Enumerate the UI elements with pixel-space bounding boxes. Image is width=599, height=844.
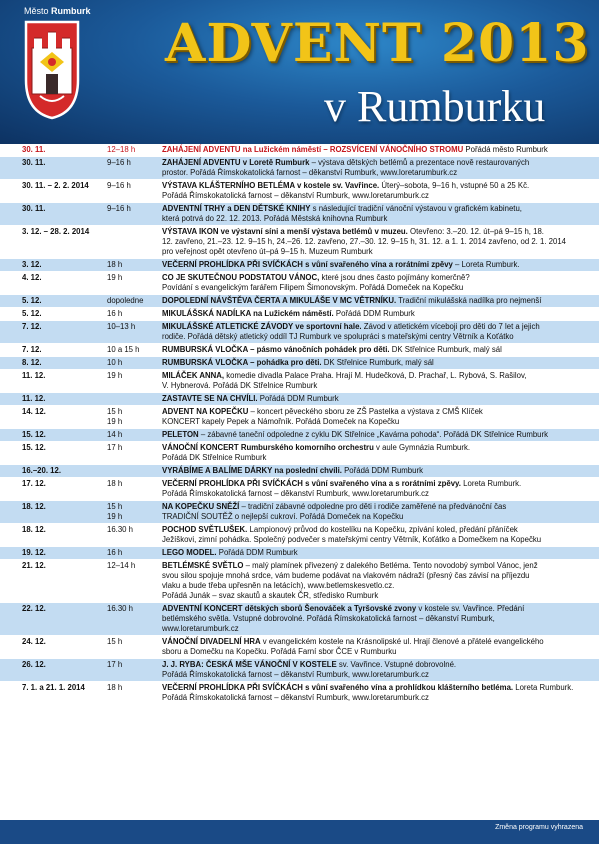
event-description <box>162 180 594 202</box>
event-detail-line: Závod v atletickém víceboji pro děti do 7 let a jejich <box>363 322 540 331</box>
event-time <box>107 226 162 258</box>
event-row <box>0 465 599 478</box>
event-title: J. J. RYBA: ČESKÁ MŠE VÁNOČNÍ V KOSTELE <box>162 660 337 669</box>
event-date: 3. 12. <box>22 260 42 269</box>
event-row <box>0 157 599 180</box>
event-time: 9–16 h <box>107 158 131 167</box>
event-detail-line: 12. zavřeno, 21.–23. 12. 9–15 h, 24.–26. 12. zavřeno, 27.–30. 12. 9–15 h, 31. 12. a 1. 1. 2014 zavřeno, od 2. 1. 2014 <box>162 237 567 246</box>
event-detail-line: Loreta Rumburk. <box>463 479 522 488</box>
event-description <box>162 442 594 464</box>
event-time: 12–14 h <box>107 561 136 570</box>
event-detail-line: Pořádá DDM Rumburk <box>259 394 339 403</box>
event-detail-line: TRADIČNÍ SOUTĚŽ o nejlepší cukroví. Pořádá Domeček na Kopečku <box>162 512 404 521</box>
event-row <box>0 406 599 429</box>
event-title: VEČERNÍ PROHLÍDKA PŘI SVÍČKÁCH s vůní svařeného vína a s rorátními zpěvy. <box>162 479 461 488</box>
event-row <box>0 295 599 308</box>
event-detail-line: – koncert pěveckého sboru ze ZŠ Pastelka a výstava z CMŠ Klíček <box>250 407 483 416</box>
event-date: 17. 12. <box>22 479 46 488</box>
event-title: CO JE SKUTEČNOU PODSTATOU VÁNOC, <box>162 273 320 282</box>
event-date: 11. 12. <box>22 371 46 380</box>
event-detail-line: Pořádá Římskokatolická farnost – děkanství Rumburk, www.loretarumburk.cz <box>162 489 429 498</box>
event-detail-line: Lampionový průvod do kostelíku na Kopečku, zpívání koled, předání přáníček <box>249 525 518 534</box>
event-title: VYRÁBÍME A BALÍME DÁRKY na poslední chvíli. <box>162 466 342 475</box>
event-description <box>162 344 594 356</box>
event-description <box>162 259 594 271</box>
event-description <box>162 501 594 523</box>
event-title: NA KOPEČKU SNĚŽÍ <box>162 502 240 511</box>
event-date: 14. 12. <box>22 407 46 416</box>
page-subtitle: v Rumburku <box>324 82 546 131</box>
event-detail-line: – výstava dětských betlémů a prezentace nově restaurovaných <box>311 158 530 167</box>
event-title: ADVENT NA KOPEČKU <box>162 407 249 416</box>
event-detail-line: která potrvá do 22. 12. 2013. Pořádá Městská knihovna Rumburk <box>162 214 388 223</box>
event-date: 24. 12. <box>22 637 46 646</box>
event-title: ADVENTNÍ TRHY a DEN DĚTSKÉ KNIHY <box>162 204 311 213</box>
event-time: 16.30 h <box>107 604 134 613</box>
event-time: 18 h <box>107 260 123 269</box>
event-row <box>0 659 599 682</box>
event-date: 15. 12. <box>22 430 46 439</box>
event-time: 10 h <box>107 358 123 367</box>
event-detail-line: v evangelickém kostele na Krásnolipské ul. Hrají členové a přátelé evangelického <box>262 637 544 646</box>
event-description <box>162 547 594 559</box>
event-title: VÁNOČNÍ KONCERT Rumburského komorního orchestru <box>162 443 374 452</box>
event-title: ZASTAVTE SE NA CHVÍLI. <box>162 394 258 403</box>
event-date: 15. 12. <box>22 443 46 452</box>
event-description <box>162 636 594 658</box>
event-date: 4. 12. <box>22 273 42 282</box>
event-title: BETLÉMSKÉ SVĚTLO <box>162 561 244 570</box>
event-detail-line: DK Střelnice Rumburk, malý sál <box>391 345 502 354</box>
event-description <box>162 603 594 635</box>
event-detail-line: sboru a Domečku na Kopečku. Pořádá Farní sbor ČCE v Rumburku <box>162 647 397 656</box>
event-row <box>0 393 599 406</box>
event-date: 7. 1. a 21. 1. 2014 <box>22 683 85 692</box>
event-time: 16.30 h <box>107 525 134 534</box>
event-detail-line: vlaku a bude třeba upřesněn na letácích), www.betlemskesvetlo.cz. <box>162 581 395 590</box>
event-title: PELETON <box>162 430 199 439</box>
event-detail-line: Pořádá Junák – svaz skautů a skautek ČR, středisko Rumburk <box>162 591 379 600</box>
event-time <box>107 393 162 405</box>
event-detail-line: sv. Vavřince. Vstupné dobrovolné. <box>338 660 457 669</box>
event-row <box>0 560 599 603</box>
event-detail-line: Pořádá DDM Rumburk <box>218 548 298 557</box>
event-date: 30. 11. <box>22 204 46 213</box>
event-time <box>107 465 162 477</box>
event-detail-line: KONCERT kapely Pepek a Námořník. Pořádá Domeček na Kopečku <box>162 417 400 426</box>
event-detail-line: rodiče. Pořádá dětský atletický oddíl TJ Rumburk ve spolupráci s mateřskými centry Větrník a Koťátko <box>162 332 514 341</box>
event-detail-line: komedie divadla Palace Praha. Hrají M. Hudečková, D. Prachař, L. Rybová, S. Rašilov, <box>226 371 527 380</box>
event-row <box>0 203 599 226</box>
event-time: 14 h <box>107 430 123 439</box>
event-date: 30. 11. – 2. 2. 2014 <box>22 181 89 190</box>
event-description <box>162 295 594 307</box>
event-detail-line: – Loreta Rumburk. <box>455 260 520 269</box>
event-time: 17 h <box>107 660 123 669</box>
event-row <box>0 144 599 157</box>
event-title: MIKULÁŠSKÁ NADÍLKA na Lužickém náměstí. <box>162 309 334 318</box>
event-detail-line: Pořádá město Rumburk <box>465 145 548 154</box>
event-title: VÝSTAVA IKON ve výstavní síni a menší výstava betlémů v muzeu. <box>162 227 408 236</box>
event-time: 15 h 19 h <box>107 407 123 426</box>
event-row <box>0 344 599 357</box>
footer-bar <box>0 820 599 844</box>
event-time: 15 h <box>107 637 123 646</box>
event-list <box>0 144 599 820</box>
event-time: 12–18 h <box>107 145 136 154</box>
event-row <box>0 501 599 524</box>
event-row <box>0 636 599 659</box>
event-row <box>0 478 599 501</box>
event-date: 30. 11. <box>22 158 46 167</box>
event-title: VEČERNÍ PROHLÍDKA PŘI SVÍČKÁCH s vůní svařeného vína a prohlídkou klášterního betléma. <box>162 683 514 692</box>
event-description <box>162 560 594 602</box>
event-time: 9–16 h <box>107 204 131 213</box>
event-description <box>162 272 594 294</box>
event-detail-line: – zábavné taneční odpoledne z cyklu DK Střelnice „Kavárna pohoda“. Pořádá DK Střelnice Rumburk <box>200 430 549 439</box>
event-row <box>0 429 599 442</box>
event-row <box>0 682 599 705</box>
town-label <box>24 6 94 16</box>
event-description <box>162 393 594 405</box>
event-time: 10–13 h <box>107 322 136 331</box>
event-title: ADVENTNÍ KONCERT dětských sborů Šenováček a Tyršovské zvony <box>162 604 417 613</box>
event-date: 7. 12. <box>22 322 42 331</box>
event-date: 26. 12. <box>22 660 46 669</box>
event-description <box>162 429 594 441</box>
event-date: 5. 12. <box>22 296 42 305</box>
event-date: 30. 11. <box>22 145 46 154</box>
event-detail-line: Povídání s evangelickým farářem Filipem Šimonovským. Pořádá Domeček na Kopečku <box>162 283 464 292</box>
event-row <box>0 226 599 259</box>
event-title: MIKULÁŠSKÉ ATLETICKÉ ZÁVODY ve sportovní hale. <box>162 322 362 331</box>
event-date: 11. 12. <box>22 394 46 403</box>
event-title: VÝSTAVA KLÁŠTERNÍHO BETLÉMA v kostele sv. Vavřince. <box>162 181 380 190</box>
event-date: 18. 12. <box>22 502 46 511</box>
event-time: 19 h <box>107 273 123 282</box>
event-detail-line: Pořádá Římskokatolická farnost – děkanství Rumburk, www.loretarumburk.cz <box>162 191 429 200</box>
town-crest-block <box>24 6 91 130</box>
event-time: 18 h <box>107 683 123 692</box>
event-description <box>162 226 594 258</box>
event-row <box>0 547 599 560</box>
event-detail-line: v aule Gymnázia Rumburk. <box>376 443 471 452</box>
event-time: 10 a 15 h <box>107 345 140 354</box>
event-time: 18 h <box>107 479 123 488</box>
coat-of-arms-icon <box>24 20 80 120</box>
event-date: 16.–20. 12. <box>22 466 62 475</box>
event-detail-line: Pořádá DDM Rumburk <box>344 466 423 475</box>
event-detail-line: Úterý–sobota, 9–16 h, vstupné 50 a 25 Kč. <box>381 181 530 190</box>
event-row <box>0 180 599 203</box>
event-detail-line: Ježíškovi, zimní pohádka. Společný podvečer s mateřskými centry Větrník, Koťátko a Domečkem na Kopečku <box>162 535 542 544</box>
event-detail-line: Tradiční mikulášská nadílka pro nejmenší <box>398 296 542 305</box>
event-row <box>0 259 599 272</box>
town-prefix: Město <box>24 6 49 16</box>
event-title: RUMBURSKÁ VLOČKA – pohádka pro děti. <box>162 358 322 367</box>
event-description <box>162 157 594 179</box>
footer-note: Změna programu vyhrazena <box>495 824 583 831</box>
event-description <box>162 478 594 500</box>
event-description <box>162 308 594 320</box>
event-date: 3. 12. – 28. 2. 2014 <box>22 227 90 236</box>
event-detail-line: Pořádá Římskokatolická farnost – děkanství Rumburk, www.loretarumburk.cz <box>162 670 429 679</box>
event-detail-line: v kostele sv. Vavřince. Předání <box>418 604 525 613</box>
event-title: MILÁČEK ANNA, <box>162 371 225 380</box>
event-description <box>162 357 594 369</box>
event-row <box>0 524 599 547</box>
event-detail-line: prostor. Pořádá Římskokatolická farnost – děkanství Rumburk, www.loretarumburk.cz <box>162 168 458 177</box>
event-detail-line: s následující tradiční vánoční výstavou v grafickém kabinetu, <box>312 204 522 213</box>
event-date: 8. 12. <box>22 358 42 367</box>
header-banner <box>0 0 599 144</box>
event-detail-line: betlémského světla. Vstupné dobrovolné. Pořádá Římskokatolická farnost – děkanství Rumburk, <box>162 614 495 623</box>
event-title: LEGO MODEL. <box>162 548 217 557</box>
event-time: 15 h 19 h <box>107 502 123 521</box>
event-detail-line: www.loretarumburk.cz <box>162 624 239 633</box>
event-time: 19 h <box>107 371 123 380</box>
town-name: Rumburk <box>51 6 91 16</box>
event-description <box>162 406 594 428</box>
event-title: VEČERNÍ PROHLÍDKA PŘI SVÍČKÁCH s vůní svařeného vína a rorátními zpěvy <box>162 260 453 269</box>
event-time: dopoledne <box>107 296 144 305</box>
event-description <box>162 659 594 681</box>
event-date: 19. 12. <box>22 548 46 557</box>
event-description <box>162 370 594 392</box>
event-detail-line: svou silou spojuje mnohá srdce, vám budeme podávat na vlakovém nádraží (přesný čas závisí na příjezdu <box>162 571 530 580</box>
event-time: 16 h <box>107 309 123 318</box>
event-description <box>162 524 594 546</box>
event-row <box>0 321 599 344</box>
event-title: VÁNOČNÍ DIVADELNÍ HRA <box>162 637 261 646</box>
event-detail-line: – tradiční zábavné odpoledne pro děti i rodiče zaměřené na předvánoční čas <box>241 502 507 511</box>
event-description <box>162 321 594 343</box>
event-detail-line: Loreta Rumburk. Pořádá Římskokatolická farnost – děkanství Rumburk, www.loretarumburk.cz <box>162 683 574 702</box>
event-time: 9–16 h <box>107 181 131 190</box>
event-detail-line: – malý plamínek přivezený z dalekého Betléma. Tento novodobý symbol Vánoc, jenž <box>245 561 538 570</box>
event-row <box>0 308 599 321</box>
event-description <box>162 465 594 477</box>
event-date: 5. 12. <box>22 309 42 318</box>
event-row <box>0 442 599 465</box>
event-title: POCHOD SVĚTLUŠEK. <box>162 525 248 534</box>
event-description <box>162 682 594 704</box>
event-title: ZAHÁJENÍ ADVENTU v Loretě Rumburk <box>162 158 310 167</box>
event-row <box>0 603 599 636</box>
event-row <box>0 370 599 393</box>
event-detail-line: V. Hybnerová. Pořádá DK Střelnice Rumburk <box>162 381 318 390</box>
event-row <box>0 357 599 370</box>
event-time: 17 h <box>107 443 123 452</box>
event-detail-line: Pořádá DK Střelnice Rumburk <box>162 453 267 462</box>
event-title: DOPOLEDNÍ NÁVŠTĚVA ČERTA A MIKULÁŠE V MC VĚTRNÍKU. <box>162 296 397 305</box>
event-detail-line: DK Střelnice Rumburk, malý sál <box>323 358 434 367</box>
event-date: 22. 12. <box>22 604 46 613</box>
event-title: RUMBURSKÁ VLOČKA – pásmo vánočních pohádek pro děti. <box>162 345 390 354</box>
event-date: 18. 12. <box>22 525 46 534</box>
event-date: 7. 12. <box>22 345 42 354</box>
event-date: 21. 12. <box>22 561 46 570</box>
event-time: 16 h <box>107 548 123 557</box>
event-detail-line: Otevřeno: 3.–20. 12. út–pá 9–15 h, 18. <box>410 227 544 236</box>
event-detail-line: pro veřejnost opět otevřeno út–pá 9–15 h. Muzeum Rumburk <box>162 247 373 256</box>
event-row <box>0 272 599 295</box>
event-detail-line: které jsou dnes často pojímány komerčně? <box>321 273 470 282</box>
event-description <box>162 144 594 156</box>
event-detail-line: Pořádá DDM Rumburk <box>335 309 415 318</box>
event-description <box>162 203 594 225</box>
page-title: ADVENT 2013 <box>165 13 590 74</box>
event-title: ZAHÁJENÍ ADVENTU na Lužickém náměstí – ROZSVÍCENÍ VÁNOČNÍHO STROMU <box>162 145 464 154</box>
